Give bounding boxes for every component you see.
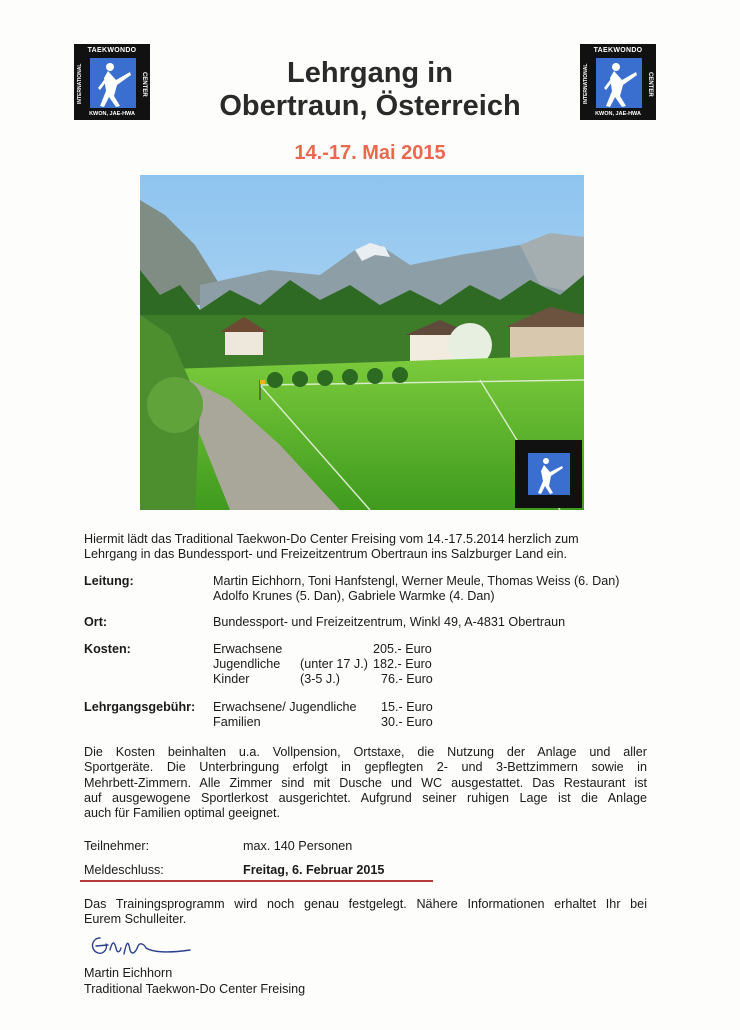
kosten-row-price: 182.- Euro [373,657,432,671]
description-line3: Mehrbett-Zimmern. Alle Zimmer sind mit Dusche und WC ausgestattet. Das Restaurant ist [84,776,647,790]
closing-line1: Das Trainingsprogramm wird noch genau festgelegt. Nähere Informationen erhaltet Ihr bei [84,897,647,911]
logo-right-text: CENTER [647,71,653,97]
leitung-label: Leitung: [84,574,134,588]
leitung-line1: Martin Eichhorn, Toni Hanfstengl, Werner Meule, Thomas Weiss (6. Dan) [213,574,620,588]
gebuehr-row-price: 15.- Euro [381,700,433,714]
kosten-row-name: Erwachsene [213,642,283,656]
handwritten-signature [86,930,196,964]
gebuehr-row-price: 30.- Euro [381,715,433,729]
description-line5: auch für Familien optimal geeignet. [84,806,281,820]
description-line1: Die Kosten beinhalten u.a. Vollpension, Ortstaxe, die Nutzung der Anlage und aller [84,745,647,759]
closing-line2: Eurem Schulleiter. [84,912,187,926]
logo-top-text: TAEKWONDO [87,47,137,54]
page-title-line2: Obertraun, Österreich [219,90,521,122]
logo-left-text: INTERNATIONAL [77,63,83,105]
kosten-label: Kosten: [84,642,131,656]
logo-top-text: TAEKWONDO [593,47,643,54]
gebuehr-label: Lehrgangsgebühr: [84,700,196,714]
venue-photo [140,175,584,510]
logo-bottom-text: KWON, JAE-HWA [595,111,641,117]
description-line4: auf ausgewogene Sportlerkost ausgerichtet. Aufgrund seiner ruhigen Lage ist die Anlage [84,791,647,805]
logo-left-text: INTERNATIONAL [583,63,589,105]
teilnehmer-label: Teilnehmer: [84,839,150,853]
ort-value: Bundessport- und Freizeitzentrum, Winkl 49, A-4831 Obertraun [213,615,566,629]
gebuehr-row-name: Erwachsene/ Jugendliche [213,700,357,714]
kosten-row-price: 76.- Euro [381,672,433,686]
signature-org: Traditional Taekwon-Do Center Freising [84,982,306,996]
ort-label: Ort: [84,615,108,629]
intro-line2: Lehrgang in das Bundessport- und Freizeitzentrum Obertraun ins Salzburger Land ein. [84,547,568,561]
meldeschluss-value: Freitag, 6. Februar 2015 [243,863,385,877]
page-title-line1: Lehrgang in [287,57,453,89]
kosten-row-name: Kinder [213,672,250,686]
kosten-row-price: 205.- Euro [373,642,432,656]
deadline-underline [80,880,433,882]
event-date: 14.-17. Mai 2015 [294,142,446,164]
teilnehmer-value: max. 140 Personen [243,839,353,853]
logo-right-text: CENTER [141,71,147,97]
kosten-row-name: Jugendliche [213,657,281,671]
intro-line1: Hiermit lädt das Traditional Taekwon-Do Center Freising vom 14.-17.5.2014 herzlich zum [84,532,579,546]
meldeschluss-label: Meldeschluss: [84,863,164,877]
kosten-row-note: (unter 17 J.) [300,657,368,671]
leitung-line2: Adolfo Krunes (5. Dan), Gabriele Warmke (4. Dan) [213,589,495,603]
signature-name: Martin Eichhorn [84,966,173,980]
logo-bottom-text: KWON, JAE-HWA [89,111,135,117]
gebuehr-row-name: Familien [213,715,261,729]
kosten-row-note: (3-5 J.) [300,672,340,686]
description-line2: Sportgeräte. Die Unterbringung erfolgt in gepflegten 2- und 3-Bettzimmern sowie in [84,760,647,774]
